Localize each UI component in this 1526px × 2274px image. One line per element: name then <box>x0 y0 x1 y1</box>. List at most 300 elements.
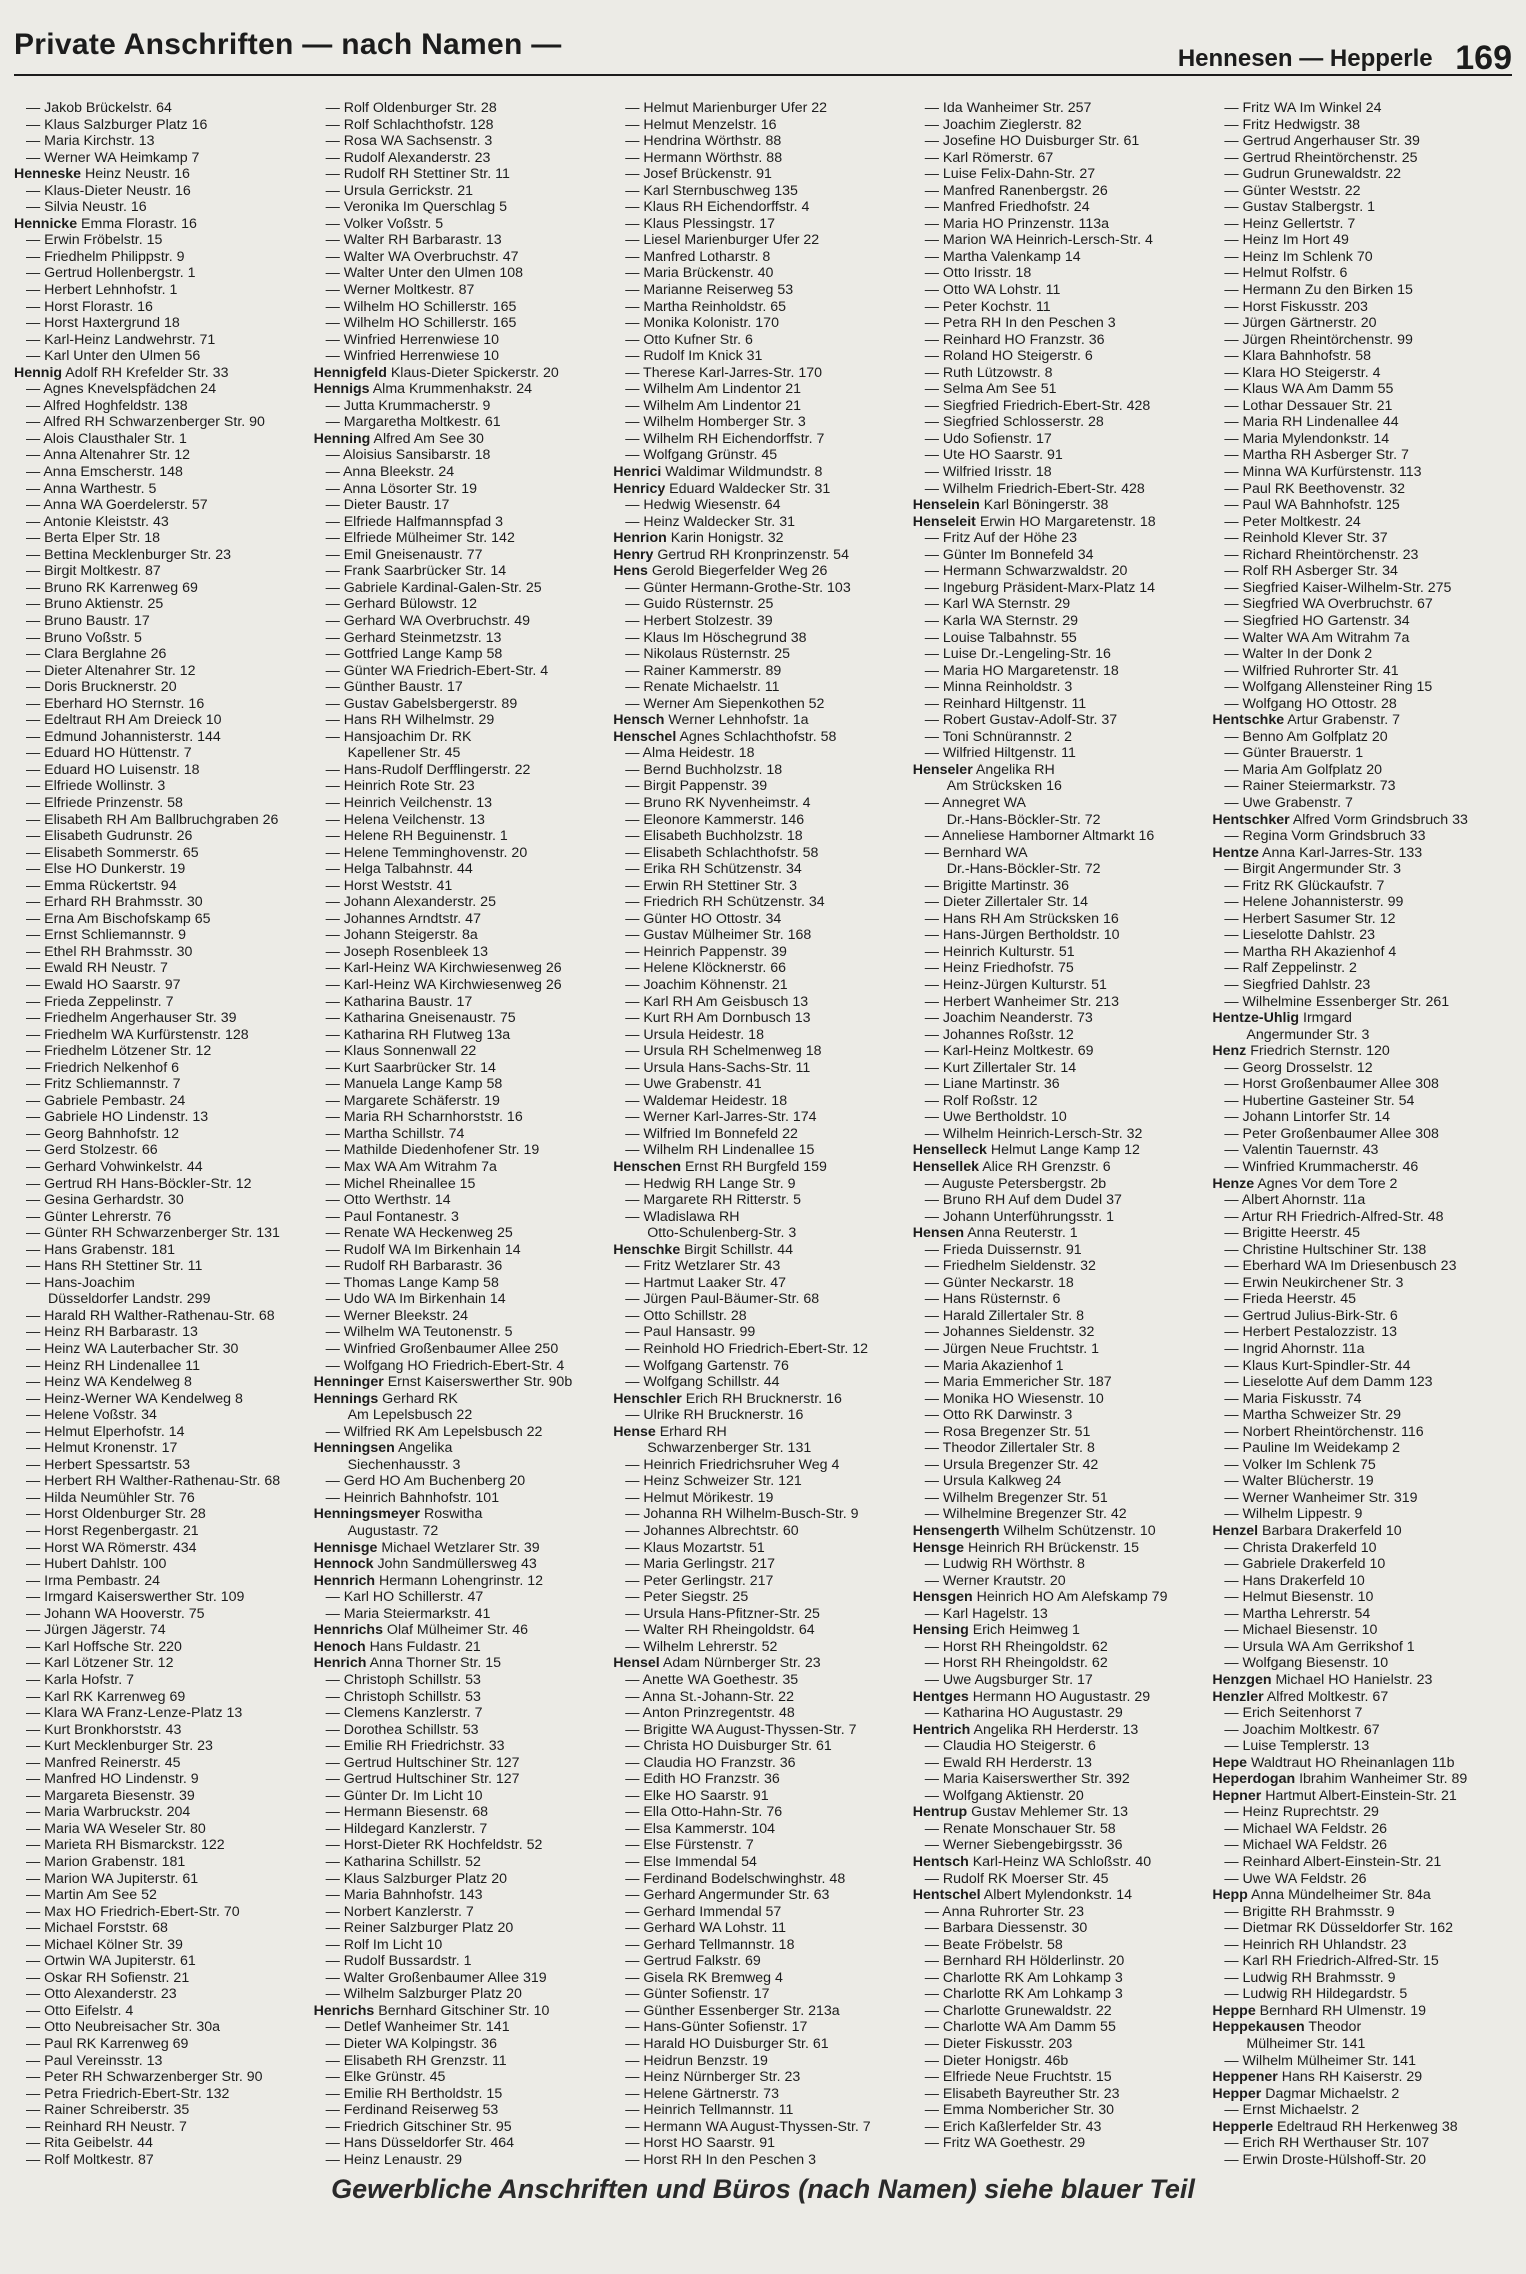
listing-entry: — Günter Dr. Im Licht 10 <box>325 1787 483 1804</box>
listing-entry: — Winfried Herrenwiese 10 <box>325 348 500 365</box>
listing-entry: — Wilhelm Am Lindentor 21 <box>625 381 802 398</box>
listing-continuation: Schwarzenberger Str. 131 <box>647 1440 812 1457</box>
listing-entry: — Wilhelm Friedrich-Ebert-Str. 428 <box>924 480 1145 497</box>
listing-entry: — Helmut Elperhofstr. 14 <box>26 1423 185 1440</box>
listing-entry: — Wolfgang Aktienstr. 20 <box>924 1787 1084 1804</box>
listing-entry: — Gerhard Immendal 57 <box>625 1903 782 1920</box>
listing-entry: — Walter Blücherstr. 19 <box>1224 1473 1374 1490</box>
listing-entry: — Dietmar RK Düsseldorfer Str. 162 <box>1224 1920 1454 1937</box>
listing-entry: — Minna Reinholdstr. 3 <box>924 679 1073 696</box>
listing-entry: — Elsa Kammerstr. 104 <box>625 1820 775 1837</box>
surname-entry <box>613 481 909 498</box>
listing-entry: — Erwin RH Stettiner Str. 3 <box>625 877 798 894</box>
listing-entry: — Heinrich Kulturstr. 51 <box>924 943 1075 960</box>
listing-entry: — Hermann Schwarzwaldstr. 20 <box>924 563 1128 580</box>
listing-entry: — Horst RH Rheingoldstr. 62 <box>924 1638 1108 1655</box>
listing-entry: — Elfriede Halfmannspfad 3 <box>325 513 504 530</box>
listing-continuation: Augustastr. 72 <box>347 1523 439 1540</box>
surname: Heppe <box>1212 2002 1256 2019</box>
listing-entry: — Gabriele HO Lindenstr. 13 <box>26 1109 209 1126</box>
surname: Henschel <box>613 728 677 745</box>
listing-entry: — Rudolf RK Moerser Str. 45 <box>924 1870 1109 1887</box>
listing-entry: — Klara Bahnhofstr. 58 <box>1224 348 1372 365</box>
surname-entry <box>314 1440 610 1457</box>
entry-detail: Anna Karl-Jarres-Str. 133 <box>1258 844 1423 861</box>
listing-entry: — Maria Emmericher Str. 187 <box>924 1374 1112 1391</box>
surname: Hennrich <box>313 1572 376 1589</box>
listing-entry: — Rolf Schlachthofstr. 128 <box>325 116 494 133</box>
entry-detail: Barbara Drakerfeld 10 <box>1258 1523 1402 1540</box>
entry-detail: Hartmut Albert-Einstein-Str. 21 <box>1261 1787 1457 1804</box>
listing-entry: — Helena Veilchenstr. 13 <box>325 811 485 828</box>
listing-entry: — Heinrich Pappenstr. 39 <box>625 943 787 960</box>
listing-entry: — Detlef Wanheimer Str. 141 <box>325 2019 510 2036</box>
listing-entry: — Helmut Mörikestr. 19 <box>625 1489 774 1506</box>
listing-entry: — Günter Sofienstr. 17 <box>625 1986 770 2003</box>
listing-entry: — Alois Clausthaler Str. 1 <box>26 430 187 447</box>
listing-entry: — Josef Brückenstr. 91 <box>625 166 772 183</box>
listing-continuation: Otto-Schulenberg-Str. 3 <box>647 1225 797 1242</box>
surname-entry <box>913 1540 1209 1557</box>
listing-entry: — Gertrud Hultschiner Str. 127 <box>325 1754 520 1771</box>
listing-entry: — Katharina Baustr. 17 <box>325 993 473 1010</box>
entry-detail: Gerold Biegerfelder Weg 26 <box>647 563 828 580</box>
listing-entry: — Elfriede Wollinstr. 3 <box>26 778 166 795</box>
listing-entry: — Horst RH In den Peschen 3 <box>625 2151 817 2168</box>
listing-entry: — Bruno Baustr. 17 <box>26 612 150 629</box>
surname-entry <box>613 1424 909 1441</box>
listing-entry: — Helmut Kronenstr. 17 <box>26 1440 178 1457</box>
listing-entry: — Wilfried Hiltgenstr. 11 <box>924 745 1076 762</box>
surname: Henrion <box>613 530 667 547</box>
listing-entry: — Wilfried RK Am Lepelsbusch 22 <box>325 1423 543 1440</box>
listing-entry: — Else Immendal 54 <box>625 1853 757 1870</box>
surname-entry <box>314 1655 610 1672</box>
listing-entry: — Marion WA Heinrich-Lersch-Str. 4 <box>924 232 1153 249</box>
listing-entry: — Ludwig RH Hildegardstr. 5 <box>1224 1986 1408 2003</box>
listing-continuation: Am Strücksken 16 <box>946 778 1062 795</box>
listing-entry: — Hilda Neumühler Str. 76 <box>26 1489 195 1506</box>
surname: Hens <box>613 563 648 580</box>
listing-entry: — Walter Großenbaumer Allee 319 <box>325 1969 547 1986</box>
entry-detail: Theodor <box>1304 2019 1362 2036</box>
listing-entry: — Rolf Moltkestr. 87 <box>26 2151 154 2168</box>
listing-entry: — Hermann Zu den Birken 15 <box>1224 282 1413 299</box>
listing-entry: — Reinhard Albert-Einstein-Str. 21 <box>1224 1853 1442 1870</box>
listing-entry: — Charlotte WA Am Damm 55 <box>924 2019 1116 2036</box>
surname: Hentrup <box>912 1804 968 1821</box>
listing-entry: — Rainer Kammerstr. 89 <box>625 662 782 679</box>
listing-entry: — Günter Weststr. 22 <box>1224 182 1361 199</box>
listing-entry: — Ulrike RH Brucknerstr. 16 <box>625 1407 804 1424</box>
listing-entry: — Johannes Roßstr. 12 <box>924 1026 1074 1043</box>
listing-entry: — Otto Werthstr. 14 <box>325 1192 451 1209</box>
listing-entry: — Elisabeth RH Grenzstr. 11 <box>325 2052 507 2069</box>
listing-entry: — Günter Brauerstr. 1 <box>1224 745 1364 762</box>
listing-entry: — Pauline Im Weidekamp 2 <box>1224 1440 1400 1457</box>
listing-entry: — Kurt Bronkhorststr. 43 <box>26 1721 182 1738</box>
listing-entry: — Volker Im Schlenk 75 <box>1224 1456 1376 1473</box>
surname: Hensge <box>912 1539 965 1556</box>
surname: Henselleck <box>912 1142 987 1159</box>
listing-entry: — Uwe Grabenstr. 7 <box>1224 794 1353 811</box>
listing-entry: — Gertrud Hollenbergstr. 1 <box>26 265 196 282</box>
entry-detail: Gerhard RK <box>378 1390 458 1407</box>
listing-entry: — Thomas Lange Kamp 58 <box>325 1274 499 1291</box>
surname-entry <box>1212 2119 1508 2136</box>
listing-entry: — Werner WA Heimkamp 7 <box>26 149 200 166</box>
entry-detail: Hans RH Kaiserstr. 29 <box>1277 2069 1423 2086</box>
entry-detail: Erhard RH <box>655 1423 727 1440</box>
listing-entry: — Ludwig RH Brahmsstr. 9 <box>1224 1969 1396 1986</box>
surname: Henry <box>613 546 654 563</box>
surname: Hensen <box>912 1225 965 1242</box>
listing-entry: — Heinz WA Lauterbacher Str. 30 <box>26 1341 239 1358</box>
surname: Henseleit <box>912 513 976 530</box>
listing-entry: — Gerhard WA Lohstr. 11 <box>625 1920 787 1937</box>
surname-entry <box>1212 1887 1508 1904</box>
listing-entry: — Horst-Dieter RK Hochfeldstr. 52 <box>325 1837 543 1854</box>
listing-entry: — Ursula Bregenzer Str. 42 <box>924 1456 1099 1473</box>
surname: Hensel <box>613 1655 660 1672</box>
listing-entry: — Hermann Wörthstr. 88 <box>625 149 783 166</box>
listing-entry: — Maria Fiskusstr. 74 <box>1224 1390 1362 1407</box>
listing-entry: — Gerhard Steinmetzstr. 13 <box>325 629 502 646</box>
listing-entry: — Peter Großenbaumer Allee 308 <box>1224 1125 1439 1142</box>
listing-entry: — Herbert Sasumer Str. 12 <box>1224 910 1396 927</box>
entry-detail: Alfred Am See 30 <box>370 430 484 447</box>
listing-entry: — Helene Johannisterstr. 99 <box>1224 894 1404 911</box>
listing-entry: — Horst Großenbaumer Allee 308 <box>1224 1076 1439 1093</box>
listing-entry: — Elisabeth Gudrunstr. 26 <box>26 828 193 845</box>
listing-entry: — Werner Krautstr. 20 <box>924 1572 1066 1589</box>
listing-entry: — Else HO Dunkerstr. 19 <box>26 861 186 878</box>
surname: Henselein <box>912 497 980 514</box>
entry-detail: Gustav Mehlemer Str. 13 <box>967 1804 1129 1821</box>
listing-entry: — Maria Brückenstr. 40 <box>625 265 774 282</box>
listing-entry: — Otto WA Lohstr. 11 <box>924 282 1061 299</box>
listing-entry: — Helmut Rolfstr. 6 <box>1224 265 1348 282</box>
listing-entry: — Wolfgang HO Friedrich-Ebert-Str. 4 <box>325 1357 565 1374</box>
listing-entry: — Heinrich Friedrichsruher Weg 4 <box>625 1456 840 1473</box>
entry-detail: Adolf RH Krefelder Str. 33 <box>62 364 229 381</box>
listing-entry: — Rudolf Im Knick 31 <box>625 348 763 365</box>
listing-entry: — Dieter Honigstr. 46b <box>924 2052 1069 2069</box>
surname: Hennicke <box>14 215 78 232</box>
listing-continuation: Dr.-Hans-Böckler-Str. 72 <box>946 861 1101 878</box>
listing-entry: — Beate Fröbelstr. 58 <box>924 1936 1063 1953</box>
listing-entry: — Klaus-Dieter Neustr. 16 <box>26 182 191 199</box>
listing-entry: — Peter Moltkestr. 24 <box>1224 513 1361 530</box>
listing-entry: — Heinz Schweizer Str. 121 <box>625 1473 802 1490</box>
surname-entry <box>314 1374 610 1391</box>
surname-entry <box>1212 2086 1508 2103</box>
listing-entry: — Helene Klöcknerstr. 66 <box>625 960 787 977</box>
listing-entry: — Bruno RK Karrenweg 69 <box>26 579 198 596</box>
listing-entry: — Karl HO Schillerstr. 47 <box>325 1589 484 1606</box>
listing-entry: — Ella Otto-Hahn-Str. 76 <box>625 1804 783 1821</box>
listing-entry: — Hermann WA August-Thyssen-Str. 7 <box>625 2118 871 2135</box>
listing-entry: — Gisela RK Bremweg 4 <box>625 1969 783 1986</box>
entry-detail: Edeltraud RH Herkenweg 38 <box>1273 2118 1458 2135</box>
listing-entry: — Anna Ruhrorter Str. 23 <box>924 1903 1085 1920</box>
listing-entry: — Emilie RH Bertholdstr. 15 <box>325 2085 503 2102</box>
surname: Hentsch <box>912 1853 969 1870</box>
listing-entry: — Reinhard RH Neustr. 7 <box>26 2118 187 2135</box>
listing-entry: — Ralf Zeppelinstr. 2 <box>1224 960 1357 977</box>
listing-entry: — Michael WA Feldstr. 26 <box>1224 1837 1388 1854</box>
surname: Hennock <box>313 1556 374 1573</box>
entry-detail: Karin Honigstr. 32 <box>666 530 784 547</box>
surname: Henschke <box>613 1241 681 1258</box>
listing-entry: — Martin Am See 52 <box>26 1887 157 1904</box>
listing-continuation: Dr.-Hans-Böckler-Str. 72 <box>946 811 1101 828</box>
surname-entry <box>613 547 909 564</box>
surname: Hense <box>613 1423 656 1440</box>
surname-entry <box>1212 1523 1508 1540</box>
listing-entry: — Anna Emscherstr. 148 <box>26 464 183 481</box>
listing-entry: — Elisabeth Sommerstr. 65 <box>26 844 199 861</box>
surname-entry <box>1212 1672 1508 1689</box>
listing-entry: — Maria HO Prinzenstr. 113a <box>924 215 1110 232</box>
listing-entry: — Gerhard Angermunder Str. 63 <box>625 1887 830 1904</box>
listing-entry: — Ruth Lützowstr. 8 <box>924 364 1053 381</box>
listing-entry: — Wolfgang Gartenstr. 76 <box>625 1357 789 1374</box>
listing-entry: — Fritz Hedwigstr. 38 <box>1224 116 1360 133</box>
surname-entry <box>913 1225 1209 1242</box>
listing-entry: — Benno Am Golfplatz 20 <box>1224 728 1388 745</box>
listing-entry: — Katharina RH Flutweg 13a <box>325 1026 511 1043</box>
entry-detail: Emma Florastr. 16 <box>77 215 197 232</box>
entry-detail: Irmgard <box>1299 1010 1352 1027</box>
listing-entry: — Louise Talbahnstr. 55 <box>924 629 1077 646</box>
listing-entry: — Herbert Wanheimer Str. 213 <box>924 993 1120 1010</box>
listing-entry: — Horst Florastr. 16 <box>26 298 153 315</box>
listing-entry: — Horst HO Saarstr. 91 <box>625 2135 775 2152</box>
surname-entry <box>1212 1771 1508 1788</box>
surname: Hennigfeld <box>313 364 387 381</box>
listing-entry: — Gertrud Rheintörchenstr. 25 <box>1224 149 1418 166</box>
surname: Hensing <box>912 1622 969 1639</box>
listing-entry: — Marianne Reiserweg 53 <box>625 282 794 299</box>
surname-entry <box>613 1242 909 1259</box>
listing-entry: — Peter Gerlingstr. 217 <box>625 1572 774 1589</box>
listing-entry: — Günter WA Friedrich-Ebert-Str. 4 <box>325 662 549 679</box>
listing-entry: — Manfred HO Lindenstr. 9 <box>26 1771 199 1788</box>
listing-entry: — Herbert Lehnhofstr. 1 <box>26 282 178 299</box>
surname-entry <box>913 497 1209 514</box>
listing-entry: — Anna Bleekstr. 24 <box>325 464 455 481</box>
listing-entry: — Anton Prinzregentstr. 48 <box>625 1705 795 1722</box>
listing-continuation: Düsseldorfer Landstr. 299 <box>48 1291 211 1308</box>
entry-detail: Anna Reuterstr. 1 <box>964 1225 1078 1242</box>
listing-entry: — Klara WA Franz-Lenze-Platz 13 <box>26 1705 243 1722</box>
listing-entry: — Roland HO Steigerstr. 6 <box>924 348 1093 365</box>
listing-continuation: Kapellener Str. 45 <box>347 745 461 762</box>
surname-entry <box>913 1854 1209 1871</box>
listing-entry: — Luise Dr.-Lengeling-Str. 16 <box>924 646 1111 663</box>
listing-entry: — Karl Sternbuschweg 135 <box>625 182 798 199</box>
listing-entry: — Dorothea Schillstr. 53 <box>325 1721 479 1738</box>
listing-entry: — Valentin Tauernstr. 43 <box>1224 1142 1379 1159</box>
listing-entry: — Katharina Gneisenaustr. 75 <box>325 1010 516 1027</box>
listing-entry: — Siegfried HO Gartenstr. 34 <box>1224 612 1410 629</box>
listing-entry: — Edmund Johannisterstr. 144 <box>26 728 221 745</box>
listing-entry: — Bernhard WA <box>924 844 1028 861</box>
listing-entry: — Hans Grabenstr. 181 <box>26 1241 176 1258</box>
listing-entry: — Lieselotte Dahlstr. 23 <box>1224 927 1375 944</box>
listing-entry: — Hans-Joachim <box>26 1274 135 1291</box>
surname-entry <box>1212 712 1508 729</box>
listing-entry: — Waldemar Heidestr. 18 <box>625 1092 788 1109</box>
listing-entry: — Hans Düsseldorfer Str. 464 <box>325 2135 515 2152</box>
surname-entry <box>314 2003 610 2020</box>
listing-entry: — Karl-Heinz WA Kirchwiesenweg 26 <box>325 976 562 993</box>
listing-entry: — Walter WA Overbruchstr. 47 <box>325 248 519 265</box>
listing-entry: — Michael Biesenstr. 10 <box>1224 1622 1378 1639</box>
listing-entry: — Heinz-Jürgen Kulturstr. 51 <box>924 976 1107 993</box>
entry-detail: Eduard Waldecker Str. 31 <box>665 480 831 497</box>
surname: Hentze <box>1212 844 1259 861</box>
entry-detail: Alice RH Grenzstr. 6 <box>979 1159 1111 1175</box>
listing-entry: — Manfred Lotharstr. 8 <box>625 248 771 265</box>
listing-entry: — Rudolf RH Barbarastr. 36 <box>325 1258 503 1275</box>
listing-entry: — Ethel RH Brahmsstr. 30 <box>26 943 193 960</box>
listing-entry: — Ferdinand Bodelschwinghstr. 48 <box>625 1870 846 1887</box>
entry-detail: Ernst Kaiserswerther Str. 90b <box>383 1374 573 1391</box>
listing-entry: — Wilhelmine Bregenzer Str. 42 <box>924 1506 1127 1523</box>
listing-entry: — Theodor Zillertaler Str. 8 <box>924 1440 1095 1457</box>
listing-entry: — Brigitte Martinstr. 36 <box>924 877 1070 894</box>
listing-entry: — Volker Voßstr. 5 <box>325 215 444 232</box>
listing-entry: — Gerhard Vohwinkelstr. 44 <box>26 1159 203 1175</box>
listing-entry: — Fritz Wetzlarer Str. 43 <box>625 1258 781 1275</box>
listing-entry: — Horst Oldenburger Str. 28 <box>26 1506 206 1523</box>
surname-entry <box>613 464 909 481</box>
listing-entry: — Bernhard RH Hölderlinstr. 20 <box>924 1953 1125 1970</box>
listing-entry: — Hermann Biesenstr. 68 <box>325 1804 489 1821</box>
listing-entry: — Birgit Moltkestr. 87 <box>26 563 161 580</box>
surname-entry <box>613 1655 909 1672</box>
listing-entry: — Joseph Rosenbleek 13 <box>325 943 489 960</box>
surname: Hentschke <box>1212 712 1285 729</box>
listing-entry: — Erwin Droste-Hülshoff-Str. 20 <box>1224 2151 1426 2168</box>
listing-entry: — Hendrina Wörthstr. 88 <box>625 133 782 150</box>
listing-entry: — Heinz Ruprechtstr. 29 <box>1224 1804 1379 1821</box>
surname-entry <box>1212 2069 1508 2086</box>
listing-entry: — Anneliese Hamborner Altmarkt 16 <box>924 828 1155 845</box>
listing-entry: — Wolfgang Biesenstr. 10 <box>1224 1655 1389 1672</box>
listing-entry: — Lothar Dessauer Str. 21 <box>1224 397 1393 414</box>
surname-entry <box>14 365 310 382</box>
listing-entry: — Elisabeth Buchholzstr. 18 <box>625 828 803 845</box>
entry-detail: Albert Mylendonkstr. 14 <box>980 1887 1133 1904</box>
entry-detail: Ernst RH Burgfeld 159 <box>681 1159 827 1175</box>
listing-entry: — Johann WA Hooverstr. 75 <box>26 1605 205 1622</box>
listing-entry: — Charlotte Grunewaldstr. 22 <box>924 2002 1112 2019</box>
listing-entry: — Ingrid Ahornstr. 11a <box>1224 1341 1365 1358</box>
listing-entry: — Karla Hofstr. 7 <box>26 1671 135 1688</box>
listing-entry: — Michael Kölner Str. 39 <box>26 1936 183 1953</box>
surname-entry <box>14 216 310 233</box>
listing-continuation: Siechenhausstr. 3 <box>347 1456 461 1473</box>
listing-entry: — Harald Zillertaler Str. 8 <box>924 1307 1085 1324</box>
listing-entry: — Martha Reinholdstr. 65 <box>625 298 787 315</box>
listing-entry: — Wolfgang Allensteiner Ring 15 <box>1224 679 1433 696</box>
surname: Henningsen <box>313 1440 395 1457</box>
listing-entry: — Walter RH Rheingoldstr. 64 <box>625 1622 815 1639</box>
listing-entry: — Regina Vorm Grindsbruch 33 <box>1224 828 1426 845</box>
listing-entry: — Hedwig RH Lange Str. 9 <box>625 1175 796 1192</box>
listing-entry: — Bettina Mecklenburger Str. 23 <box>26 546 232 563</box>
listing-entry: — Rolf Roßstr. 12 <box>924 1092 1038 1109</box>
listing-entry: — Walter Unter den Ulmen 108 <box>325 265 523 282</box>
surname-entry <box>1212 2019 1508 2036</box>
listing-entry: — Siegfried WA Overbruchstr. 67 <box>1224 596 1433 613</box>
listing-entry: — Edith HO Franzstr. 36 <box>625 1771 780 1788</box>
listing-entry: — Helene RH Beguinenstr. 1 <box>325 828 508 845</box>
listing-entry: — Luise Felix-Dahn-Str. 27 <box>924 166 1096 183</box>
listing-entry: — Elfriede Neue Fruchtstr. 15 <box>924 2069 1112 2086</box>
listing-entry: — Rolf Im Licht 10 <box>325 1936 443 1953</box>
listing-entry: — Peter RH Schwarzenberger Str. 90 <box>26 2069 263 2086</box>
listing-entry: — Jürgen Rheintörchenstr. 99 <box>1224 331 1413 348</box>
listing-entry: — Heinz Friedhofstr. 75 <box>924 960 1074 977</box>
listing-entry: — Wilhelm Heinrich-Lersch-Str. 32 <box>924 1125 1143 1142</box>
listing-entry: — Otto Eifelstr. 4 <box>26 2002 134 2019</box>
listing-entry: — Joachim Zieglerstr. 82 <box>924 116 1082 133</box>
listing-entry: — Margarete RH Ritterstr. 5 <box>625 1192 801 1209</box>
surname-entry <box>1212 1176 1508 1193</box>
surname: Henzler <box>1212 1688 1264 1705</box>
listing-entry: — Frieda Heerstr. 45 <box>1224 1291 1357 1308</box>
listing-entry: — Karl-Heinz WA Kirchwiesenweg 26 <box>325 960 562 977</box>
listing-entry: — Reinhard HO Franzstr. 36 <box>924 331 1105 348</box>
listing-entry: — Maria Steiermarkstr. 41 <box>325 1605 491 1622</box>
page-number: 169 <box>1455 39 1512 77</box>
listing-entry: — Friedhelm Angerhauser Str. 39 <box>26 1010 237 1027</box>
listing-entry: — Elisabeth Bayreuther Str. 23 <box>924 2085 1120 2102</box>
listing-entry: — Heinz Waldecker Str. 31 <box>625 513 795 530</box>
listing-entry: — Uwe Grabenstr. 41 <box>625 1076 762 1093</box>
surname: Hepner <box>1212 1787 1262 1804</box>
entry-detail: Anna Thorner Str. 15 <box>366 1655 502 1672</box>
surname: Henzel <box>1212 1523 1259 1540</box>
listing-entry: — Ferdinand Reiserweg 53 <box>325 2102 499 2119</box>
listing-entry: — Hubertine Gasteiner Str. 54 <box>1224 1092 1415 1109</box>
listing-entry: — Liesel Marienburger Ufer 22 <box>625 232 820 249</box>
surname-entry <box>1212 1755 1508 1772</box>
listing-entry: — Reinhard Hiltgenstr. 11 <box>924 695 1087 712</box>
entry-detail: John Sandmüllersweg 43 <box>373 1556 537 1573</box>
listing-entry: — Wolfgang Schillstr. 44 <box>625 1374 780 1391</box>
listing-entry: — Maria Gerlingstr. 217 <box>625 1556 776 1573</box>
listing-entry: — Johann Alexanderstr. 25 <box>325 894 496 911</box>
surname: Hepp <box>1212 1887 1248 1904</box>
listing-entry: — Hartmut Laaker Str. 47 <box>625 1274 787 1291</box>
entry-detail: Waldimar Wildmundstr. 8 <box>661 464 823 481</box>
listing-entry: — Martha RH Asberger Str. 7 <box>1224 447 1409 464</box>
listing-entry: — Wilhelm HO Schillerstr. 165 <box>325 298 517 315</box>
listing-entry: — Manfred Friedhofstr. 24 <box>924 199 1090 216</box>
listing-entry: — Gerd HO Am Buchenberg 20 <box>325 1473 526 1490</box>
entry-detail: Roswitha <box>420 1506 483 1523</box>
listing-entry: — Dieter Altenahrer Str. 12 <box>26 662 196 679</box>
listing-entry: — Kurt Zillertaler Str. 14 <box>924 1059 1077 1076</box>
listing-entry: — Gertrud Julius-Birk-Str. 6 <box>1224 1307 1398 1324</box>
entry-detail: Wilhelm Schützenstr. 10 <box>999 1523 1156 1540</box>
listing-entry: — Petra Friedrich-Ebert-Str. 132 <box>26 2085 230 2102</box>
